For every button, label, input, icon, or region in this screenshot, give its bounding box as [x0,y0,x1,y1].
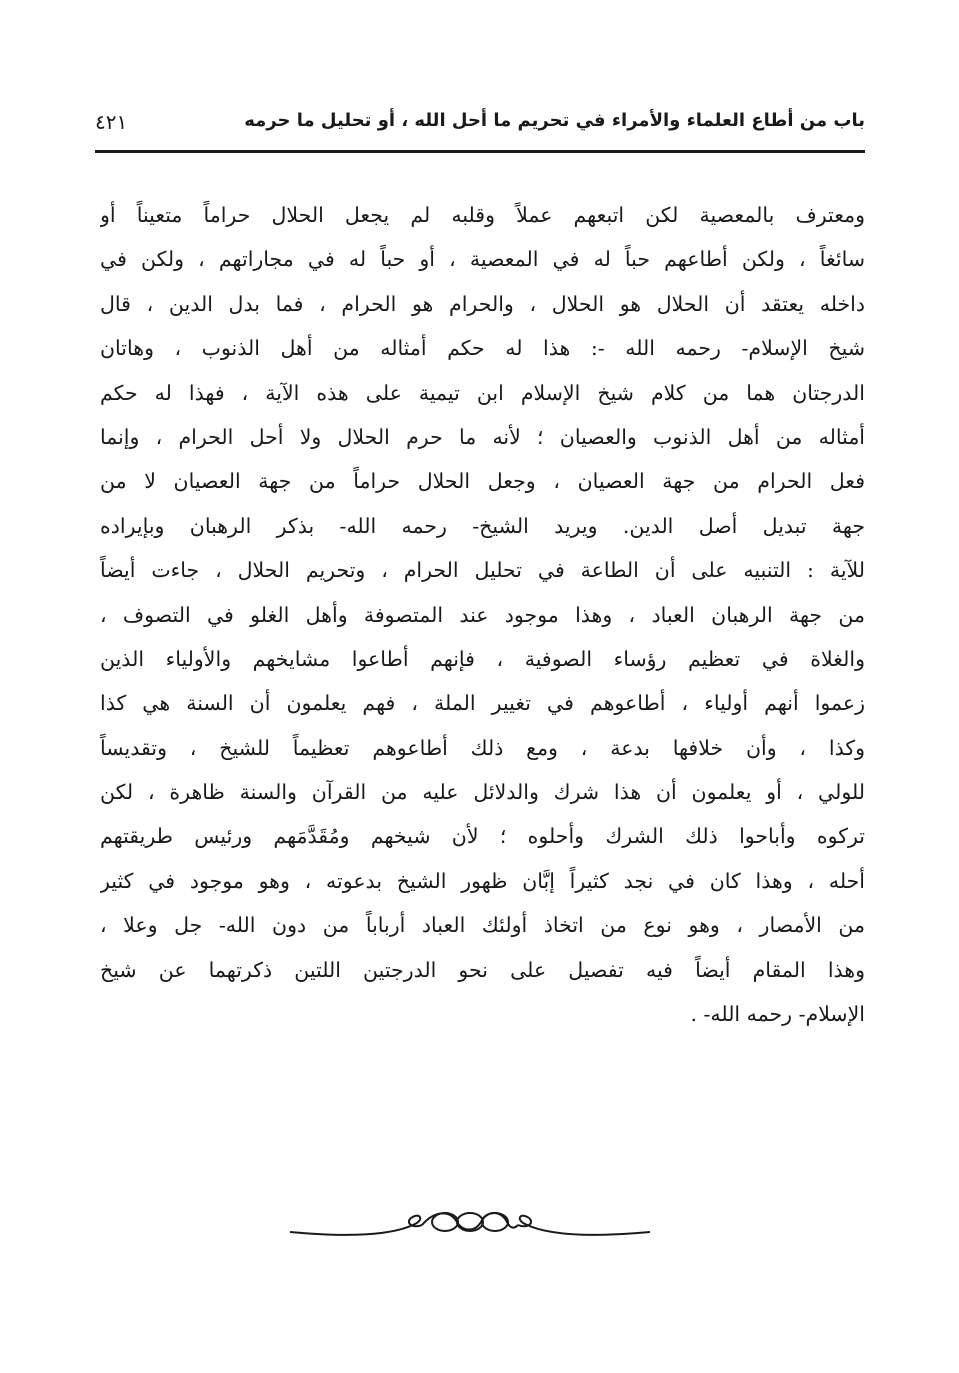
body-text [100,193,865,1036]
text-line: من الأمصار ، وهو نوع من اتخاذ أولئك العباد أرباباً من دون الله- جل وعلا ، [100,913,865,938]
chapter-title: باب من أطاع العلماء والأمراء في تحريم ما أحل الله ، أو تحليل ما حرمه [244,110,865,131]
running-header [95,108,865,148]
text-line: الإسلام- رحمه الله- . [690,1002,865,1027]
text-line: والغلاة في تعظيم رؤساء الصوفية ، فإنهم أطاعوا مشايخهم والأولياء الذين [100,646,865,671]
text-line: أحله ، وهذا كان في نجد كثيراً إبَّان ظهور الشيخ بدعوته ، وهو موجود في كثير [100,868,865,893]
text-line: تركوه وأباحوا ذلك الشرك وأحلوه ؛ لأن شيخهم ومُقَدَّمَهم ورئيس طريقتهم [100,824,865,849]
text-line: أمثاله من أهل الذنوب والعصيان ؛ لأنه ما حرم الحلال ولا أحل الحرام ، وإنما [100,424,865,449]
ornament-divider-icon [285,1198,655,1248]
text-line: سائغاً ، ولكن أطاعهم حباً له في المعصية ، أو حباً له في مجاراتهم ، ولكن في [100,247,865,272]
text-line: من جهة الرهبان العباد ، وهذا موجود عند المتصوفة وأهل الغلو في التصوف ، [100,602,865,627]
header-divider [95,150,865,153]
page-number: ٤٢١ [95,110,128,134]
text-line: للآية : التنبيه على أن الطاعة في تحليل الحرام ، وتحريم الحلال ، جاءت أيضاً [100,558,865,583]
text-line: وهذا المقام أيضاً فيه تفصيل على نحو الدرجتين اللتين ذكرتهما عن شيخ [100,957,865,982]
text-line: فعل الحرام من جهة العصيان ، وجعل الحلال حراماً من جهة العصيان لا من [100,469,865,494]
text-line: وكذا ، وأن خلافها بدعة ، ومع ذلك أطاعوهم تعظيماً للشيخ ، وتقديساً [100,735,865,760]
text-line: ومعترف بالمعصية لكن اتبعهم عملاً وقلبه لم يجعل الحلال حراماً متعيناً أو [100,203,865,227]
text-line: شيخ الإسلام- رحمه الله -: هذا له حكم أمثاله من أهل الذنوب ، وهاتان [100,336,865,361]
text-line: الدرجتان هما من كلام شيخ الإسلام ابن تيمية على هذه الآية ، فهذا له حكم [100,380,865,405]
text-line: داخله يعتقد أن الحلال هو الحلال ، والحرام هو الحرام ، فما بدل الدين ، قال [100,291,865,316]
text-line: للولي ، أو يعلمون أن هذا شرك والدلائل عليه من القرآن والسنة ظاهرة ، لكن [100,780,865,805]
text-line: زعموا أنهم أولياء ، أطاعوهم في تغيير الملة ، فهم يعلمون أن السنة هي كذا [100,691,865,716]
text-line: جهة تبديل أصل الدين. ويريد الشيخ- رحمه الله- بذكر الرهبان وبإيراده [100,513,865,538]
